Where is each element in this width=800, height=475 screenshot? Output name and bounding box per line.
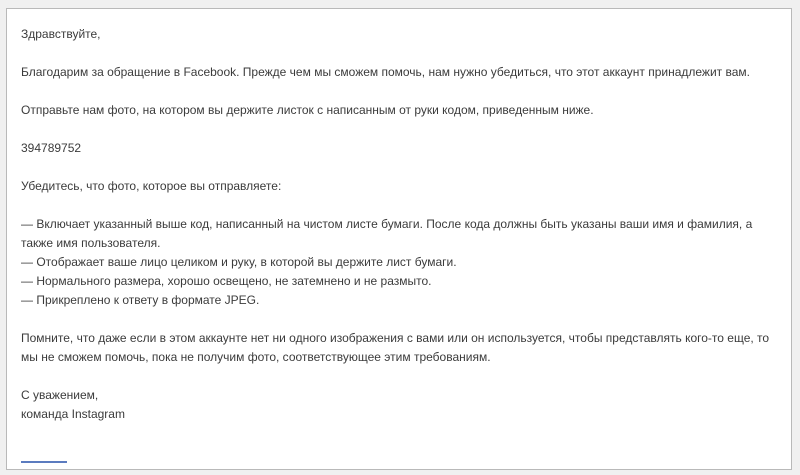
- closing-text: С уважением,: [21, 388, 99, 402]
- email-body: [21, 25, 776, 424]
- signature-text: команда Instagram: [21, 407, 125, 421]
- email-message-frame: [6, 8, 792, 470]
- requirement-item: — Отображает ваше лицо целиком и руку, в которой вы держите лист бумаги.: [21, 255, 457, 269]
- requirement-item: — Включает указанный выше код, написанный на чистом листе бумаги. После кода должны быть указаны ваши имя и фамилия, а также имя пользователя.: [21, 217, 753, 250]
- requirements-list: [21, 215, 776, 310]
- warning-paragraph: Помните, что даже если в этом аккаунте нет ни одного изображения с вами или он используется, чтобы представлять кого-то еще, то мы не сможем помочь, пока не получим фото, соответствующее этим требованиям.: [21, 331, 770, 364]
- greeting-text: Здравствуйте,: [21, 27, 101, 41]
- footer-divider: [21, 461, 67, 463]
- checklist-intro: Убедитесь, что фото, которое вы отправляете:: [21, 179, 282, 193]
- signature-block: [21, 386, 776, 424]
- requirement-item: — Нормального размера, хорошо освещено, не затемнено и не размыто.: [21, 274, 432, 288]
- requirement-item: — Прикреплено к ответу в формате JPEG.: [21, 293, 260, 307]
- intro-paragraph: Благодарим за обращение в Facebook. Прежде чем мы сможем помочь, нам нужно убедиться, что этот аккаунт принадлежит вам.: [21, 65, 750, 79]
- verification-code[interactable]: 394789752: [21, 141, 82, 155]
- instruction-paragraph: Отправьте нам фото, на котором вы держите листок с написанным от руки кодом, приведенным ниже.: [21, 103, 594, 117]
